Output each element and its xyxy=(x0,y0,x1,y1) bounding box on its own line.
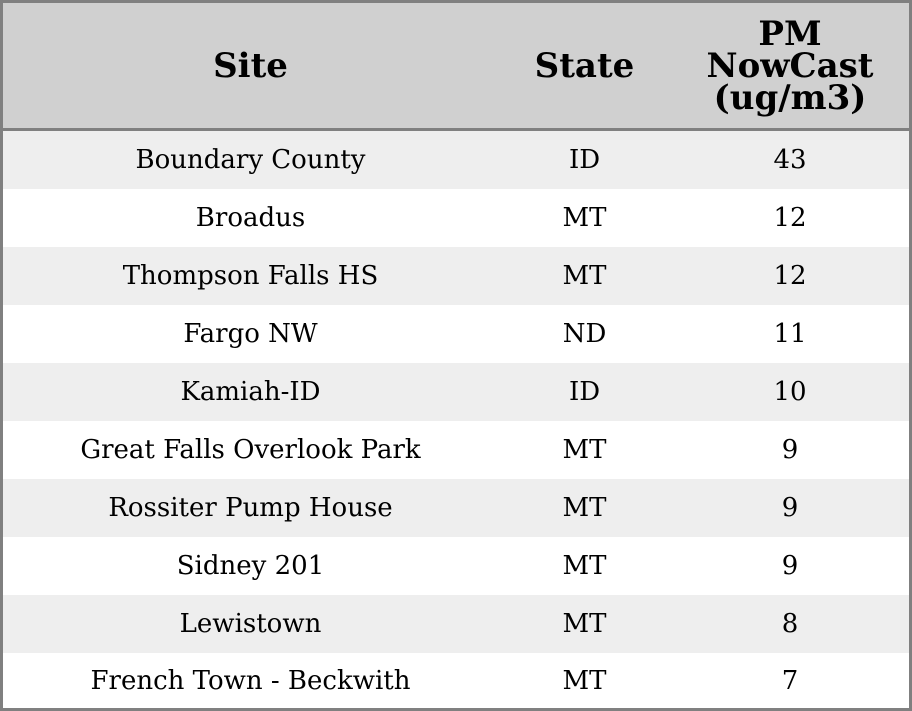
column-header-pm-nowcast xyxy=(671,3,909,130)
pm-value-cell: 7 xyxy=(671,653,909,708)
table-row xyxy=(3,247,909,305)
table-row xyxy=(3,595,909,653)
header-row xyxy=(3,3,909,130)
pm-value-cell: 12 xyxy=(671,247,909,305)
header-line: PM xyxy=(758,13,822,54)
state-cell: MT xyxy=(498,421,671,479)
pm-value-cell: 8 xyxy=(671,595,909,653)
site-cell: Kamiah-ID xyxy=(3,363,498,421)
column-header-site: Site xyxy=(3,3,498,130)
site-cell: Rossiter Pump House xyxy=(3,479,498,537)
table-row xyxy=(3,479,909,537)
pm-value-cell: 9 xyxy=(671,537,909,595)
pm-nowcast-table xyxy=(3,3,909,708)
header-line: NowCast xyxy=(706,45,874,86)
state-cell: MT xyxy=(498,247,671,305)
table-row xyxy=(3,653,909,708)
site-cell: Thompson Falls HS xyxy=(3,247,498,305)
table-row xyxy=(3,421,909,479)
pm-value-cell: 9 xyxy=(671,479,909,537)
site-cell: Great Falls Overlook Park xyxy=(3,421,498,479)
table-row xyxy=(3,537,909,595)
table-row xyxy=(3,130,909,190)
pm-value-cell: 10 xyxy=(671,363,909,421)
state-cell: MT xyxy=(498,595,671,653)
state-cell: MT xyxy=(498,189,671,247)
site-cell: Fargo NW xyxy=(3,305,498,363)
header-line: (ug/m3) xyxy=(713,77,867,118)
pm-value-cell: 43 xyxy=(671,130,909,190)
state-cell: MT xyxy=(498,479,671,537)
state-cell: MT xyxy=(498,653,671,708)
pm-value-cell: 9 xyxy=(671,421,909,479)
site-cell: French Town - Beckwith xyxy=(3,653,498,708)
site-cell: Broadus xyxy=(3,189,498,247)
table-row xyxy=(3,305,909,363)
state-cell: ND xyxy=(498,305,671,363)
state-cell: ID xyxy=(498,130,671,190)
table-row xyxy=(3,189,909,247)
pm-value-cell: 12 xyxy=(671,189,909,247)
table-row xyxy=(3,363,909,421)
pm-value-cell: 11 xyxy=(671,305,909,363)
site-cell: Sidney 201 xyxy=(3,537,498,595)
state-cell: MT xyxy=(498,537,671,595)
site-cell: Lewistown xyxy=(3,595,498,653)
site-cell: Boundary County xyxy=(3,130,498,190)
column-header-state: State xyxy=(498,3,671,130)
table-body xyxy=(3,130,909,709)
state-cell: ID xyxy=(498,363,671,421)
